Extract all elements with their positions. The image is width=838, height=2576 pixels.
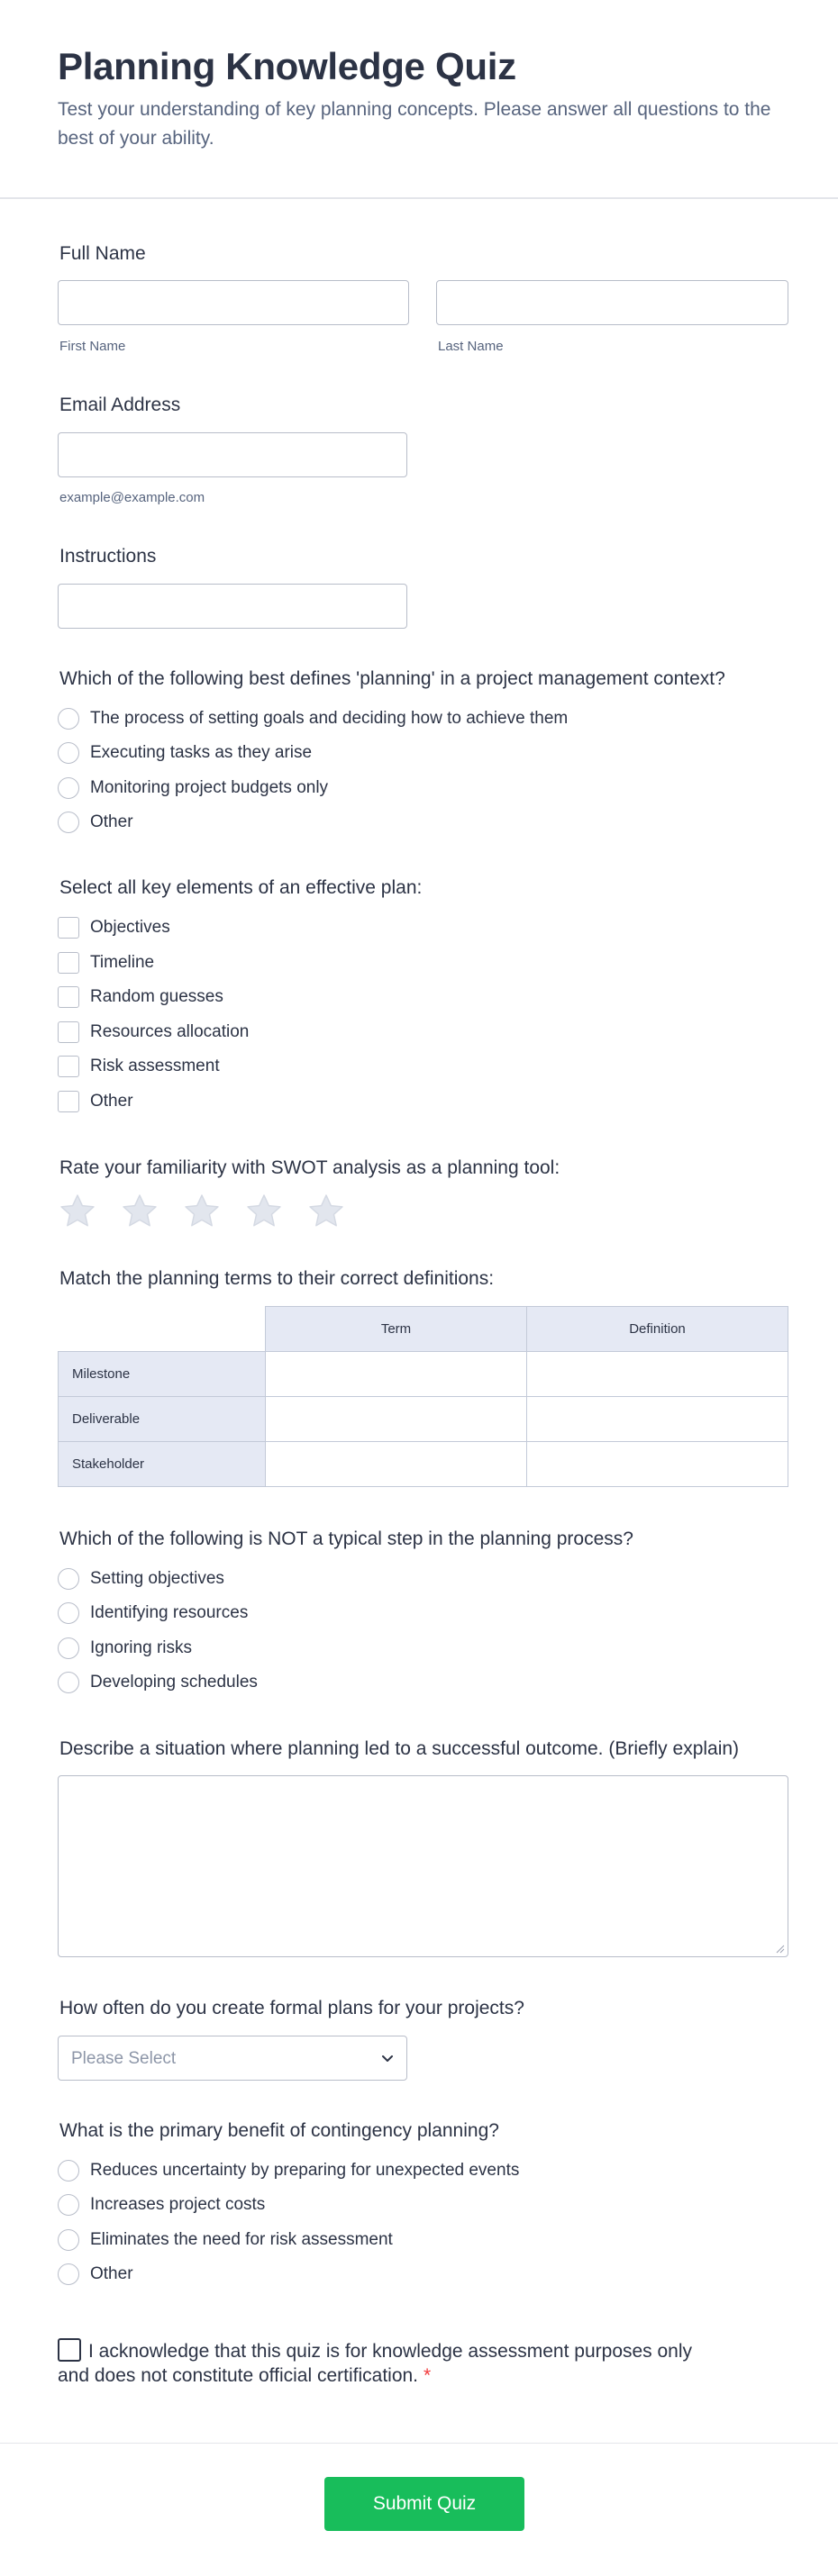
q5-option[interactable] [58, 1671, 258, 1694]
q5-label: Which of the following is NOT a typical step in the planning process? [59, 1528, 633, 1549]
acknowledgement-checkbox[interactable] [58, 2338, 81, 2362]
radio-button[interactable] [58, 812, 79, 833]
star-icon[interactable] [182, 1192, 222, 1231]
resize-handle-icon[interactable] [776, 1945, 785, 1954]
form-header [0, 0, 838, 199]
q4-label: Match the planning terms to their correct definitions: [59, 1268, 495, 1289]
q2-option-label: Resources allocation [90, 1022, 250, 1041]
matching-matrix [58, 1306, 788, 1487]
q5-option[interactable] [58, 1637, 192, 1660]
q8-option[interactable] [58, 2193, 265, 2217]
radio-button[interactable] [58, 1602, 79, 1624]
frequency-select[interactable] [58, 2036, 407, 2081]
radio-button[interactable] [58, 708, 79, 730]
select-placeholder: Please Select [71, 2049, 177, 2068]
q2-option[interactable] [58, 1020, 249, 1044]
acknowledgement [58, 2338, 724, 2388]
form-title: Planning Knowledge Quiz [58, 45, 516, 87]
matrix-row-header: Milestone [59, 1352, 266, 1397]
q1-option[interactable] [58, 707, 568, 730]
q2-label: Select all key elements of an effective plan: [59, 877, 423, 898]
q8-option-label: Reduces uncertainty by preparing for unexpected events [90, 2161, 520, 2180]
q2-option[interactable] [58, 1090, 133, 1113]
instructions-label: Instructions [59, 546, 157, 567]
q2-option-label: Risk assessment [90, 1057, 220, 1075]
email-input[interactable] [58, 432, 407, 477]
q2-option[interactable] [58, 916, 170, 939]
full-name-label: Full Name [59, 243, 146, 264]
form-subtitle: Test your understanding of key planning concepts. Please answer all questions to the best of your ability. [58, 99, 771, 149]
q1-option[interactable] [58, 741, 312, 765]
email-hint: example@example.com [59, 490, 205, 505]
q6-label: Describe a situation where planning led to a successful outcome. (Briefly explain) [59, 1738, 740, 1759]
q2-option[interactable] [58, 985, 223, 1009]
star-icon[interactable] [120, 1192, 159, 1231]
matrix-cell[interactable] [266, 1352, 527, 1397]
star-icon[interactable] [306, 1192, 346, 1231]
first-name-input[interactable] [58, 280, 409, 325]
q2-option[interactable] [58, 1055, 220, 1078]
radio-button[interactable] [58, 742, 79, 764]
radio-button[interactable] [58, 777, 79, 799]
chevron-down-icon [379, 2051, 396, 2067]
matrix-cell[interactable] [527, 1442, 788, 1487]
instructions-input[interactable] [58, 584, 407, 629]
matrix-column-header: Term [266, 1307, 527, 1352]
radio-button[interactable] [58, 1672, 79, 1693]
q1-option-label: Executing tasks as they arise [90, 743, 313, 762]
q8-option[interactable] [58, 2228, 393, 2252]
q2-option[interactable] [58, 951, 154, 975]
q5-option-label: Setting objectives [90, 1569, 224, 1588]
q5-option-label: Developing schedules [90, 1673, 258, 1692]
checkbox[interactable] [58, 986, 79, 1008]
q1-label: Which of the following best defines 'planning' in a project management context? [59, 668, 725, 689]
q1-option-label: Monitoring project budgets only [90, 778, 329, 797]
matrix-corner [59, 1307, 266, 1352]
matrix-cell[interactable] [527, 1397, 788, 1442]
q8-option[interactable] [58, 2159, 519, 2182]
radio-button[interactable] [58, 2263, 79, 2285]
matrix-cell[interactable] [527, 1352, 788, 1397]
matrix-cell[interactable] [266, 1397, 527, 1442]
q7-label: How often do you create formal plans for your projects? [59, 1998, 524, 2018]
q2-option-label: Objectives [90, 918, 170, 937]
radio-button[interactable] [58, 2229, 79, 2251]
q8-option[interactable] [58, 2263, 133, 2286]
q2-option-label: Timeline [90, 953, 155, 972]
star-icon[interactable] [244, 1192, 284, 1231]
matrix-row-header: Deliverable [59, 1397, 266, 1442]
matrix-column-header: Definition [527, 1307, 788, 1352]
q8-option-label: Increases project costs [90, 2195, 266, 2214]
checkbox[interactable] [58, 952, 79, 974]
q5-option-label: Ignoring risks [90, 1638, 192, 1657]
q1-option[interactable] [58, 811, 133, 834]
q2-option-label: Other [90, 1092, 133, 1111]
q8-label: What is the primary benefit of contingency planning? [59, 2120, 499, 2141]
q2-option-label: Random guesses [90, 987, 223, 1006]
q8-option-label: Eliminates the need for risk assessment [90, 2230, 393, 2249]
star-rating [58, 1192, 369, 1231]
first-name-sublabel: First Name [59, 339, 126, 354]
q5-option-label: Identifying resources [90, 1603, 249, 1622]
radio-button[interactable] [58, 2194, 79, 2216]
radio-button[interactable] [58, 1637, 79, 1659]
checkbox[interactable] [58, 917, 79, 939]
matrix-cell[interactable] [266, 1442, 527, 1487]
last-name-sublabel: Last Name [438, 339, 504, 354]
required-marker: * [424, 2365, 432, 2386]
checkbox[interactable] [58, 1021, 79, 1043]
q1-option-label: The process of setting goals and deciding how to achieve them [90, 709, 569, 728]
q5-option[interactable] [58, 1567, 224, 1591]
radio-button[interactable] [58, 1568, 79, 1590]
checkbox[interactable] [58, 1056, 79, 1077]
q3-label: Rate your familiarity with SWOT analysis as a planning tool: [59, 1157, 560, 1178]
q5-option[interactable] [58, 1601, 248, 1625]
q6-textarea[interactable] [58, 1775, 788, 1957]
acknowledgement-text: I acknowledge that this quiz is for knowledge assessment purposes only and does not constitute official certification. [58, 2341, 693, 2386]
matrix-row-header: Stakeholder [59, 1442, 266, 1487]
q1-option[interactable] [58, 776, 328, 800]
q1-option-label: Other [90, 812, 133, 831]
radio-button[interactable] [58, 2160, 79, 2181]
email-label: Email Address [59, 395, 181, 415]
star-icon[interactable] [58, 1192, 97, 1231]
q8-option-label: Other [90, 2264, 133, 2283]
checkbox[interactable] [58, 1091, 79, 1112]
last-name-input[interactable] [436, 280, 788, 325]
submit-button[interactable]: Submit Quiz [324, 2477, 524, 2531]
